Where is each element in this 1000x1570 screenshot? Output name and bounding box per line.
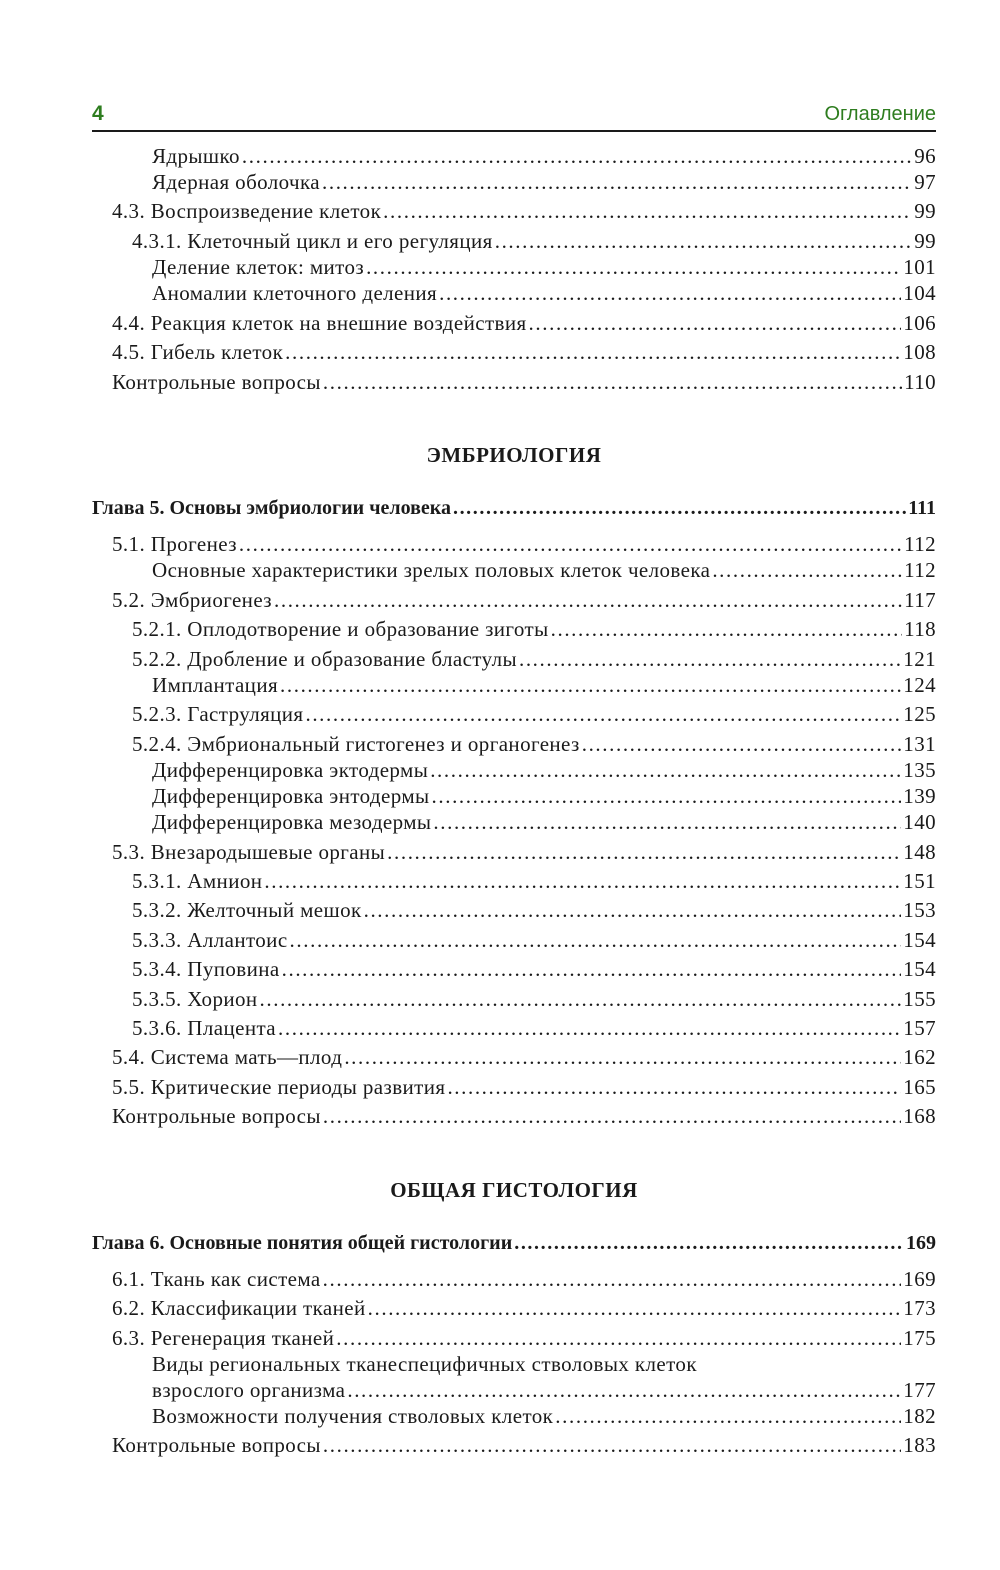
dot-leader (323, 1267, 902, 1292)
toc-entry-page: 154 (903, 928, 936, 952)
toc-entry-page: 151 (903, 869, 936, 893)
toc-entry-page: 111 (908, 497, 936, 519)
toc-entry-title: Виды региональных тканеспецифичных стволовых клеток (152, 1352, 697, 1376)
toc-entry-page: 148 (903, 840, 936, 864)
dot-leader (430, 758, 901, 783)
toc-entry-title: 5.3.4. Пуповина (132, 957, 280, 981)
toc-entry[interactable] (92, 810, 936, 838)
toc-entry[interactable] (92, 311, 936, 339)
toc-entry[interactable] (92, 784, 936, 812)
toc-entry-title: 5.2.2. Дробление и образование бластулы (132, 647, 517, 671)
toc-entry-page: 96 (914, 144, 936, 168)
toc-entry-title: Имплантация (152, 673, 279, 697)
toc-entry-page: 165 (903, 1075, 936, 1099)
dot-leader (336, 1326, 901, 1351)
toc-entry[interactable] (92, 170, 936, 198)
toc-entry-title: Контрольные вопросы (112, 1104, 321, 1128)
toc-entry-page: 169 (906, 1232, 936, 1254)
toc-entry-page: 182 (903, 1404, 936, 1428)
toc-entry-title: Аномалии клеточного деления (152, 281, 438, 305)
toc-entry-page: 131 (903, 732, 936, 756)
toc-entry[interactable] (92, 1045, 936, 1073)
toc-entry[interactable] (92, 199, 936, 227)
dot-leader (555, 1404, 901, 1429)
dot-leader (323, 1104, 901, 1129)
toc-chapter-5[interactable] (92, 497, 936, 525)
dot-leader (239, 532, 902, 557)
toc-entry-page: 157 (903, 1016, 936, 1040)
dot-leader (260, 987, 902, 1012)
dot-leader (514, 1232, 904, 1255)
toc-entry-title: 5.1. Прогенез (112, 532, 237, 556)
dot-leader (383, 199, 912, 224)
toc-entry-page: 118 (904, 617, 936, 641)
toc-entry-page: 117 (904, 588, 936, 612)
dot-leader (242, 144, 912, 169)
toc-entry[interactable] (92, 281, 936, 309)
toc-entry[interactable] (92, 840, 936, 868)
toc-entry-title: 6.2. Классификации тканей (112, 1296, 366, 1320)
toc-entry-title: 4.3.1. Клеточный цикл и его регуляция (132, 229, 493, 253)
toc-entry-page: 155 (903, 987, 936, 1011)
toc-entry-title: 5.3.3. Аллантоис (132, 928, 288, 952)
toc-entry-page: 110 (904, 370, 936, 394)
dot-leader (274, 588, 902, 613)
toc-entry-page: 169 (903, 1267, 936, 1291)
toc-entry-title: Ядерная оболочка (152, 170, 320, 194)
running-title: Оглавление (824, 103, 936, 125)
toc-entry[interactable] (92, 532, 936, 560)
toc-entry-title: 5.3.6. Плацента (132, 1016, 277, 1040)
toc-entry-title: 5.5. Критические периоды развития (112, 1075, 446, 1099)
dot-leader (453, 497, 906, 520)
toc-entry-title: 5.2. Эмбриогенез (112, 588, 272, 612)
toc-entry-title: 4.5. Гибель клеток (112, 340, 284, 364)
toc-entry[interactable] (92, 144, 936, 172)
toc-entry[interactable] (92, 1296, 936, 1324)
toc-entry-page: 139 (903, 784, 936, 808)
dot-leader (305, 702, 901, 727)
dot-leader (551, 617, 902, 642)
toc-entry[interactable] (92, 1104, 936, 1132)
toc-entry[interactable] (92, 340, 936, 368)
toc-entry[interactable] (92, 229, 936, 257)
toc-entry-page: 175 (903, 1326, 936, 1350)
toc-entry-page: 108 (903, 340, 936, 364)
dot-leader (278, 1016, 901, 1041)
toc-entry-title: взрослого организма (152, 1378, 346, 1402)
dot-leader (432, 784, 902, 809)
toc-entry-page: 135 (903, 758, 936, 782)
toc-entry-title: Глава 6. Основные понятия общей гистологии (92, 1232, 513, 1254)
toc-entry[interactable] (92, 928, 936, 956)
dot-leader (529, 311, 902, 336)
dot-leader (447, 1075, 901, 1100)
toc-entry-title: Контрольные вопросы (112, 370, 321, 394)
toc-entry-page: 125 (903, 702, 936, 726)
part-title-histology: ОБЩАЯ ГИСТОЛОГИЯ (390, 1178, 638, 1202)
toc-entry-title: 5.2.1. Оплодотворение и образование зиготы (132, 617, 549, 641)
toc-chapter-6[interactable] (92, 1232, 936, 1260)
dot-leader (519, 647, 901, 672)
toc-entry-title: 5.3.5. Хорион (132, 987, 258, 1011)
toc-entry[interactable] (92, 869, 936, 897)
toc-entry-page: 177 (903, 1378, 936, 1402)
toc-entry-title: Дифференцировка энтодермы (152, 784, 430, 808)
dot-leader (495, 229, 912, 254)
toc-entry[interactable] (92, 1326, 936, 1354)
dot-leader (387, 840, 901, 865)
toc-entry-page: 121 (903, 647, 936, 671)
dot-leader (364, 898, 902, 923)
toc-entry-page: 99 (914, 229, 936, 253)
toc-entry[interactable] (92, 558, 936, 586)
toc-entry-title: Деление клеток: митоз (152, 255, 365, 279)
dot-leader (439, 281, 901, 306)
toc-entry-page: 140 (903, 810, 936, 834)
toc-entry-title: Ядрышко (152, 144, 240, 168)
toc-entry[interactable] (92, 588, 936, 616)
dot-leader (290, 928, 902, 953)
toc-entry[interactable] (92, 1016, 936, 1044)
toc-entry-page: 173 (903, 1296, 936, 1320)
dot-leader (282, 957, 902, 982)
dot-leader (322, 170, 912, 195)
page-number: 4 (92, 102, 104, 125)
toc-entry-page: 112 (904, 558, 936, 582)
toc-entry[interactable] (92, 987, 936, 1015)
toc-entry-page: 154 (903, 957, 936, 981)
toc-entry[interactable] (92, 1433, 936, 1461)
toc-entry-title: 5.2.3. Гаструляция (132, 702, 304, 726)
toc-entry-page: 104 (903, 281, 936, 305)
dot-leader (344, 1045, 901, 1070)
toc-entry-title: 6.1. Ткань как система (112, 1267, 321, 1291)
toc-entry-page: 168 (903, 1104, 936, 1128)
part-title-embryology: ЭМБРИОЛОГИЯ (426, 443, 602, 467)
toc-entry-page: 112 (904, 532, 936, 556)
toc-entry-title: 4.3. Воспроизведение клеток (112, 199, 382, 223)
toc-entry-page: 106 (903, 311, 936, 335)
toc-entry-title: 5.3. Внезародышевые органы (112, 840, 386, 864)
toc-entry-page: 183 (903, 1433, 936, 1457)
dot-leader (433, 810, 901, 835)
toc-entry-title: Дифференцировка эктодермы (152, 758, 429, 782)
toc-entry-title: Дифференцировка мезодермы (152, 810, 432, 834)
toc-entry-page: 97 (914, 170, 936, 194)
toc-entry[interactable] (92, 370, 936, 398)
toc-entry-line1[interactable] (92, 1352, 936, 1380)
dot-leader (347, 1378, 901, 1403)
toc-entry[interactable] (92, 1378, 936, 1406)
toc-entry-title: 6.3. Регенерация тканей (112, 1326, 335, 1350)
toc-entry-title: 5.4. Система мать—плод (112, 1045, 343, 1069)
toc-entry-page: 162 (903, 1045, 936, 1069)
toc-entry[interactable] (92, 1267, 936, 1295)
dot-leader (366, 255, 901, 280)
toc-entry[interactable] (92, 673, 936, 701)
toc-entry[interactable] (92, 702, 936, 730)
toc-entry[interactable] (92, 1404, 936, 1432)
dot-leader (582, 732, 902, 757)
toc-entry-title: 5.2.4. Эмбриональный гистогенез и органогенез (132, 732, 580, 756)
toc-entry-page: 101 (903, 255, 936, 279)
dot-leader (712, 558, 902, 583)
toc-entry[interactable] (92, 255, 936, 283)
toc-entry-title: 5.3.1. Амнион (132, 869, 263, 893)
toc-entry-title: Возможности получения стволовых клеток (152, 1404, 554, 1428)
toc-entry[interactable] (92, 732, 936, 760)
dot-leader (368, 1296, 902, 1321)
toc-entry[interactable] (92, 758, 936, 786)
toc-entry[interactable] (92, 898, 936, 926)
dot-leader (323, 1433, 901, 1458)
dot-leader (285, 340, 901, 365)
toc-entry-title: 5.3.2. Желточный мешок (132, 898, 362, 922)
dot-leader (264, 869, 901, 894)
toc-entry[interactable] (92, 647, 936, 675)
toc-entry[interactable] (92, 957, 936, 985)
toc-entry-title: 4.4. Реакция клеток на внешние воздействия (112, 311, 527, 335)
toc-entry-title: Контрольные вопросы (112, 1433, 321, 1457)
toc-entry-page: 153 (903, 898, 936, 922)
toc-entry-title: Глава 5. Основы эмбриологии человека (92, 497, 451, 519)
toc-entry[interactable] (92, 1075, 936, 1103)
dot-leader (323, 370, 902, 395)
toc-entry-page: 124 (903, 673, 936, 697)
toc-entry-title: Основные характеристики зрелых половых клеток человека (152, 558, 711, 582)
toc-entry-page: 99 (914, 199, 936, 223)
toc-entry[interactable] (92, 617, 936, 645)
dot-leader (280, 673, 901, 698)
table-of-contents (92, 0, 936, 1570)
